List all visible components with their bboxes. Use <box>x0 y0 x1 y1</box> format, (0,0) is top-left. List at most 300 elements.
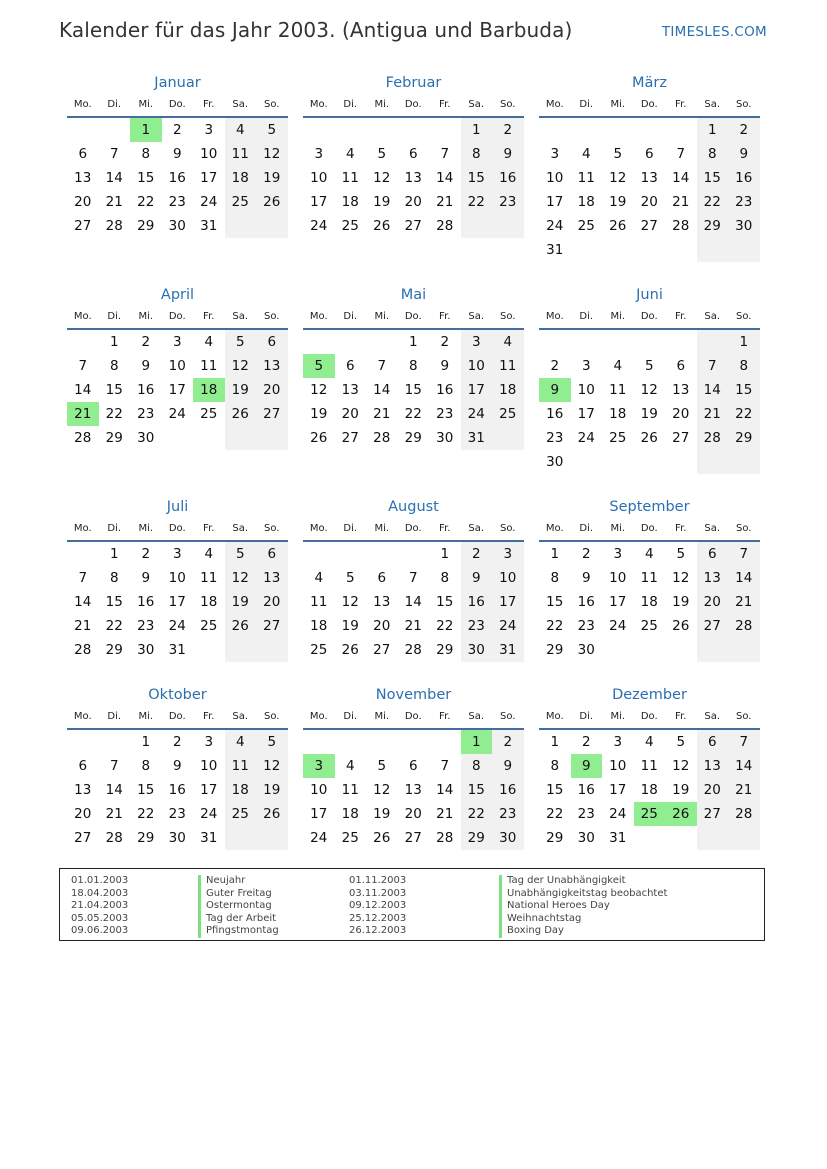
day-cell: 6 <box>377 570 387 586</box>
day-cell: 7 <box>697 354 729 378</box>
month-name: Mai <box>400 287 427 303</box>
day-cell: 24 <box>310 218 328 234</box>
day-cell: 22 <box>105 406 123 422</box>
day-grid <box>539 330 760 474</box>
weekday-label: Do. <box>640 311 658 322</box>
day-cell: 12 <box>373 782 391 798</box>
day-cell: 10 <box>168 358 186 374</box>
day-cell: 1 <box>461 118 493 142</box>
day-cell: 9 <box>141 358 151 374</box>
day-cell: 30 <box>728 214 760 238</box>
day-cell: 17 <box>310 194 328 210</box>
day-cell: 28 <box>728 614 760 638</box>
day-cell: 16 <box>492 166 524 190</box>
day-cell: 23 <box>577 618 595 634</box>
day-cell: 21 <box>373 406 391 422</box>
day-cell: 18 <box>640 782 658 798</box>
day-grid <box>67 542 288 662</box>
weekday-label: So. <box>500 311 516 322</box>
day-cell: 10 <box>492 566 524 590</box>
day-cell: 18 <box>341 194 359 210</box>
day-cell: 25 <box>200 618 218 634</box>
month-name: Februar <box>385 75 442 91</box>
day-cell: 8 <box>141 758 151 774</box>
day-cell: 8 <box>697 142 729 166</box>
empty-cell <box>99 730 131 754</box>
month-8 <box>539 496 760 684</box>
day-cell: 19 <box>373 194 391 210</box>
day-cell: 12 <box>640 382 658 398</box>
day-cell: 7 <box>377 358 387 374</box>
day-cell: 25 <box>310 642 328 658</box>
day-cell: 2 <box>461 542 493 566</box>
day-cell: 17 <box>609 594 627 610</box>
day-cell: 14 <box>373 382 391 398</box>
day-cell: 22 <box>404 406 422 422</box>
day-cell: 10 <box>577 382 595 398</box>
day-cell: 14 <box>728 566 760 590</box>
day-cell: 4 <box>492 330 524 354</box>
day-cell: 16 <box>137 382 155 398</box>
day-cell: 16 <box>461 590 493 614</box>
weekday-header <box>539 518 760 542</box>
weekday-label: Sa. <box>232 523 249 534</box>
day-cell: 14 <box>697 378 729 402</box>
holiday-date: 01.11.2003 <box>349 875 407 886</box>
day-cell: 19 <box>256 778 288 802</box>
weekday-label: Do. <box>404 311 422 322</box>
empty-cell <box>303 542 335 566</box>
weekday-label: Di. <box>579 523 594 534</box>
holiday-date: 18.04.2003 <box>71 887 129 899</box>
weekday-label: Fr. <box>439 523 451 534</box>
empty-cell <box>492 214 524 238</box>
day-cell: 13 <box>697 566 729 590</box>
month-6 <box>67 496 288 684</box>
weekday-label: Do. <box>640 523 658 534</box>
day-cell: 30 <box>168 218 186 234</box>
day-cell: 23 <box>577 806 595 822</box>
weekday-label: Mi. <box>374 523 390 534</box>
day-cell: 24 <box>546 218 564 234</box>
day-cell: 25 <box>225 802 257 826</box>
day-cell: 28 <box>105 218 123 234</box>
day-cell: 16 <box>492 778 524 802</box>
day-cell: 23 <box>137 618 155 634</box>
day-grid <box>67 118 288 238</box>
weekday-label: Do. <box>168 311 186 322</box>
brand-link[interactable]: TIMESLES.COM <box>661 24 767 40</box>
day-cell: 20 <box>404 806 422 822</box>
day-cell: 18 <box>225 778 257 802</box>
weekday-label: So. <box>736 711 752 722</box>
day-cell: 20 <box>74 806 92 822</box>
day-cell: 24 <box>310 830 328 846</box>
empty-cell <box>256 638 288 662</box>
empty-cell <box>602 238 634 262</box>
day-cell: 7 <box>728 542 760 566</box>
holiday-name: National Heroes Day <box>499 900 667 913</box>
day-cell: 19 <box>341 618 359 634</box>
day-cell: 5 <box>256 730 288 754</box>
month-name: Oktober <box>148 687 207 703</box>
holiday-date: 21.04.2003 <box>71 900 129 911</box>
weekday-label: So. <box>264 311 280 322</box>
day-cell: 13 <box>74 782 92 798</box>
day-cell: 2 <box>172 122 182 138</box>
weekday-label: Mi. <box>138 311 154 322</box>
empty-cell <box>539 118 571 142</box>
day-cell: 9 <box>539 378 571 402</box>
day-cell: 4 <box>204 334 214 350</box>
day-cell: 12 <box>672 758 690 774</box>
day-cell: 27 <box>74 830 92 846</box>
empty-cell <box>602 450 634 474</box>
day-grid <box>303 542 524 662</box>
day-cell: 22 <box>546 618 564 634</box>
weekday-label: So. <box>736 99 752 110</box>
empty-cell <box>728 826 760 850</box>
day-cell: 31 <box>461 426 493 450</box>
holiday-name: Tag der Arbeit <box>198 913 279 926</box>
day-cell: 17 <box>168 382 186 398</box>
day-cell: 28 <box>105 830 123 846</box>
holiday-name: Weihnachtstag <box>499 913 667 926</box>
day-cell: 21 <box>728 778 760 802</box>
month-name: April <box>160 287 195 303</box>
day-cell: 2 <box>440 334 450 350</box>
empty-cell <box>67 118 99 142</box>
day-cell: 3 <box>204 122 214 138</box>
weekday-label: Sa. <box>704 99 721 110</box>
day-cell: 23 <box>728 190 760 214</box>
holiday-date: 03.11.2003 <box>349 887 407 899</box>
day-cell: 25 <box>640 618 658 634</box>
day-cell: 17 <box>168 594 186 610</box>
day-cell: 28 <box>728 802 760 826</box>
day-cell: 11 <box>577 170 595 186</box>
day-cell: 30 <box>168 830 186 846</box>
weekday-header <box>303 518 524 542</box>
day-cell: 15 <box>697 166 729 190</box>
day-cell: 1 <box>109 334 119 350</box>
weekday-header <box>539 306 760 330</box>
day-cell: 28 <box>436 830 454 846</box>
empty-cell <box>366 730 398 754</box>
weekday-label: Mi. <box>138 523 154 534</box>
day-cell: 13 <box>341 382 359 398</box>
day-cell: 1 <box>408 334 418 350</box>
empty-cell <box>225 426 257 450</box>
empty-cell <box>571 450 603 474</box>
day-cell: 1 <box>550 734 560 750</box>
day-cell: 29 <box>546 830 564 846</box>
legend-dates-left <box>71 875 128 938</box>
day-cell: 26 <box>225 614 257 638</box>
empty-cell <box>303 118 335 142</box>
day-cell: 15 <box>546 594 564 610</box>
holiday-name: Unabhängigkeitstag beobachtet <box>499 888 667 901</box>
day-cell: 14 <box>404 594 422 610</box>
empty-cell <box>539 330 571 354</box>
day-cell: 3 <box>581 358 591 374</box>
day-cell: 10 <box>546 170 564 186</box>
day-cell: 28 <box>697 426 729 450</box>
empty-cell <box>335 118 367 142</box>
day-cell: 25 <box>200 406 218 422</box>
empty-cell <box>67 542 99 566</box>
day-cell: 29 <box>105 642 123 658</box>
day-cell: 26 <box>373 218 391 234</box>
day-cell: 11 <box>310 594 328 610</box>
day-cell: 20 <box>404 194 422 210</box>
day-cell: 8 <box>728 354 760 378</box>
day-cell: 9 <box>581 570 591 586</box>
weekday-header <box>67 94 288 118</box>
empty-cell <box>193 426 225 450</box>
day-cell: 8 <box>141 146 151 162</box>
weekday-header <box>67 706 288 730</box>
day-cell: 24 <box>168 618 186 634</box>
day-cell: 3 <box>492 542 524 566</box>
empty-cell <box>602 330 634 354</box>
day-cell: 10 <box>609 758 627 774</box>
weekday-header <box>539 706 760 730</box>
day-cell: 1 <box>141 734 151 750</box>
day-cell: 23 <box>168 194 186 210</box>
day-cell: 15 <box>105 594 123 610</box>
empty-cell <box>335 542 367 566</box>
empty-cell <box>398 542 430 566</box>
day-cell: 29 <box>436 642 454 658</box>
day-cell: 8 <box>109 358 119 374</box>
day-cell: 24 <box>200 806 218 822</box>
day-cell: 11 <box>492 354 524 378</box>
month-name: März <box>632 75 667 91</box>
day-cell: 31 <box>200 830 218 846</box>
month-3 <box>67 284 288 496</box>
legend-dates-right <box>349 875 406 938</box>
empty-cell <box>256 426 288 450</box>
day-cell: 18 <box>200 594 218 610</box>
month-11 <box>539 684 760 896</box>
weekday-label: Mo. <box>309 523 328 534</box>
weekday-header <box>67 518 288 542</box>
holiday-date: 26.12.2003 <box>349 925 407 936</box>
weekday-label: Mo. <box>545 523 564 534</box>
holiday-name: Ostermontag <box>198 900 279 913</box>
empty-cell <box>697 330 729 354</box>
day-cell: 24 <box>609 806 627 822</box>
weekday-label: Mo. <box>309 311 328 322</box>
weekday-header <box>303 706 524 730</box>
day-cell: 21 <box>404 618 422 634</box>
day-cell: 26 <box>640 430 658 446</box>
day-cell: 9 <box>492 754 524 778</box>
empty-cell <box>728 638 760 662</box>
day-cell: 7 <box>78 570 88 586</box>
weekday-label: Di. <box>343 711 358 722</box>
day-cell: 4 <box>204 546 214 562</box>
month-name: Juni <box>636 287 663 303</box>
weekday-label: Fr. <box>203 711 215 722</box>
day-cell: 25 <box>341 218 359 234</box>
day-cell: 22 <box>137 194 155 210</box>
day-cell: 8 <box>550 758 560 774</box>
day-cell: 4 <box>225 118 257 142</box>
weekday-label: Di. <box>343 311 358 322</box>
weekday-label: Di. <box>579 311 594 322</box>
day-cell: 8 <box>461 142 493 166</box>
day-cell: 3 <box>172 334 182 350</box>
day-cell: 2 <box>492 730 524 754</box>
day-cell: 3 <box>613 546 623 562</box>
day-cell: 16 <box>168 170 186 186</box>
weekday-label: Fr. <box>439 99 451 110</box>
weekday-label: Mi. <box>374 711 390 722</box>
day-cell: 28 <box>436 218 454 234</box>
weekday-label: Sa. <box>468 99 485 110</box>
day-cell: 25 <box>577 218 595 234</box>
day-cell: 24 <box>492 614 524 638</box>
empty-cell <box>634 118 666 142</box>
day-cell: 7 <box>440 758 450 774</box>
day-grid <box>67 330 288 450</box>
holiday-date: 25.12.2003 <box>349 912 407 924</box>
day-cell: 19 <box>373 806 391 822</box>
weekday-label: Fr. <box>203 99 215 110</box>
month-2 <box>539 72 760 284</box>
day-cell: 30 <box>577 642 595 658</box>
day-cell: 14 <box>728 754 760 778</box>
day-cell: 11 <box>341 782 359 798</box>
day-cell: 24 <box>200 194 218 210</box>
empty-cell <box>665 450 697 474</box>
month-name: Januar <box>154 75 201 91</box>
day-cell: 17 <box>492 590 524 614</box>
day-cell: 20 <box>341 406 359 422</box>
day-cell: 16 <box>577 594 595 610</box>
empty-cell <box>303 730 335 754</box>
weekday-label: Mi. <box>610 523 626 534</box>
day-cell: 31 <box>609 830 627 846</box>
day-cell: 22 <box>546 806 564 822</box>
weekday-label: Di. <box>579 711 594 722</box>
day-cell: 4 <box>225 730 257 754</box>
weekday-header <box>303 94 524 118</box>
day-cell: 4 <box>613 358 623 374</box>
day-cell: 10 <box>461 354 493 378</box>
day-cell: 28 <box>373 430 391 446</box>
day-cell: 24 <box>461 402 493 426</box>
empty-cell <box>67 330 99 354</box>
day-cell: 8 <box>440 570 450 586</box>
day-cell: 24 <box>609 618 627 634</box>
day-cell: 29 <box>137 218 155 234</box>
weekday-label: Mo. <box>309 711 328 722</box>
day-cell: 13 <box>640 170 658 186</box>
day-cell: 8 <box>461 754 493 778</box>
holiday-name: Pfingstmontag <box>198 925 279 938</box>
day-cell: 12 <box>341 594 359 610</box>
day-cell: 15 <box>546 782 564 798</box>
day-cell: 9 <box>172 146 182 162</box>
day-cell: 23 <box>137 406 155 422</box>
empty-cell <box>461 214 493 238</box>
day-cell: 6 <box>676 358 686 374</box>
weekday-label: Do. <box>168 99 186 110</box>
day-cell: 22 <box>461 190 493 214</box>
day-grid <box>539 730 760 850</box>
weekday-label: Sa. <box>704 311 721 322</box>
day-cell: 30 <box>137 430 155 446</box>
day-cell: 23 <box>492 802 524 826</box>
weekday-label: Sa. <box>704 523 721 534</box>
holiday-date: 09.12.2003 <box>349 900 407 911</box>
day-cell: 7 <box>109 758 119 774</box>
day-cell: 29 <box>728 426 760 450</box>
day-cell: 26 <box>672 618 690 634</box>
day-cell: 23 <box>546 430 564 446</box>
day-cell: 11 <box>200 570 218 586</box>
day-cell: 29 <box>105 430 123 446</box>
day-cell: 21 <box>697 402 729 426</box>
empty-cell <box>665 826 697 850</box>
weekday-label: Fr. <box>675 311 687 322</box>
empty-cell <box>634 826 666 850</box>
day-cell: 14 <box>436 170 454 186</box>
day-cell: 19 <box>609 194 627 210</box>
empty-cell <box>634 238 666 262</box>
day-cell: 31 <box>168 642 186 658</box>
day-cell: 23 <box>436 406 454 422</box>
day-cell: 20 <box>373 618 391 634</box>
empty-cell <box>728 238 760 262</box>
day-grid <box>539 118 760 262</box>
month-name: Dezember <box>612 687 687 703</box>
weekday-label: Mi. <box>138 99 154 110</box>
day-cell: 21 <box>436 806 454 822</box>
month-7 <box>303 496 524 684</box>
day-cell: 12 <box>609 170 627 186</box>
weekday-label: So. <box>500 711 516 722</box>
day-cell: 11 <box>341 170 359 186</box>
day-cell: 5 <box>644 358 654 374</box>
weekday-label: Sa. <box>704 711 721 722</box>
day-cell: 5 <box>225 330 257 354</box>
day-cell: 11 <box>609 382 627 398</box>
month-10 <box>303 684 524 896</box>
holiday-date: 01.01.2003 <box>71 875 129 886</box>
weekday-header <box>539 94 760 118</box>
day-cell: 27 <box>697 802 729 826</box>
day-cell: 27 <box>256 402 288 426</box>
day-cell: 2 <box>492 118 524 142</box>
empty-cell <box>492 426 524 450</box>
weekday-label: Di. <box>107 523 122 534</box>
day-cell: 27 <box>697 614 729 638</box>
day-cell: 15 <box>436 594 454 610</box>
day-cell: 2 <box>141 334 151 350</box>
weekday-label: Di. <box>107 99 122 110</box>
weekday-label: Mi. <box>138 711 154 722</box>
day-cell: 30 <box>137 642 155 658</box>
day-cell: 20 <box>697 590 729 614</box>
day-cell: 6 <box>78 758 88 774</box>
empty-cell <box>634 638 666 662</box>
weekday-label: Fr. <box>675 711 687 722</box>
day-cell: 14 <box>672 170 690 186</box>
